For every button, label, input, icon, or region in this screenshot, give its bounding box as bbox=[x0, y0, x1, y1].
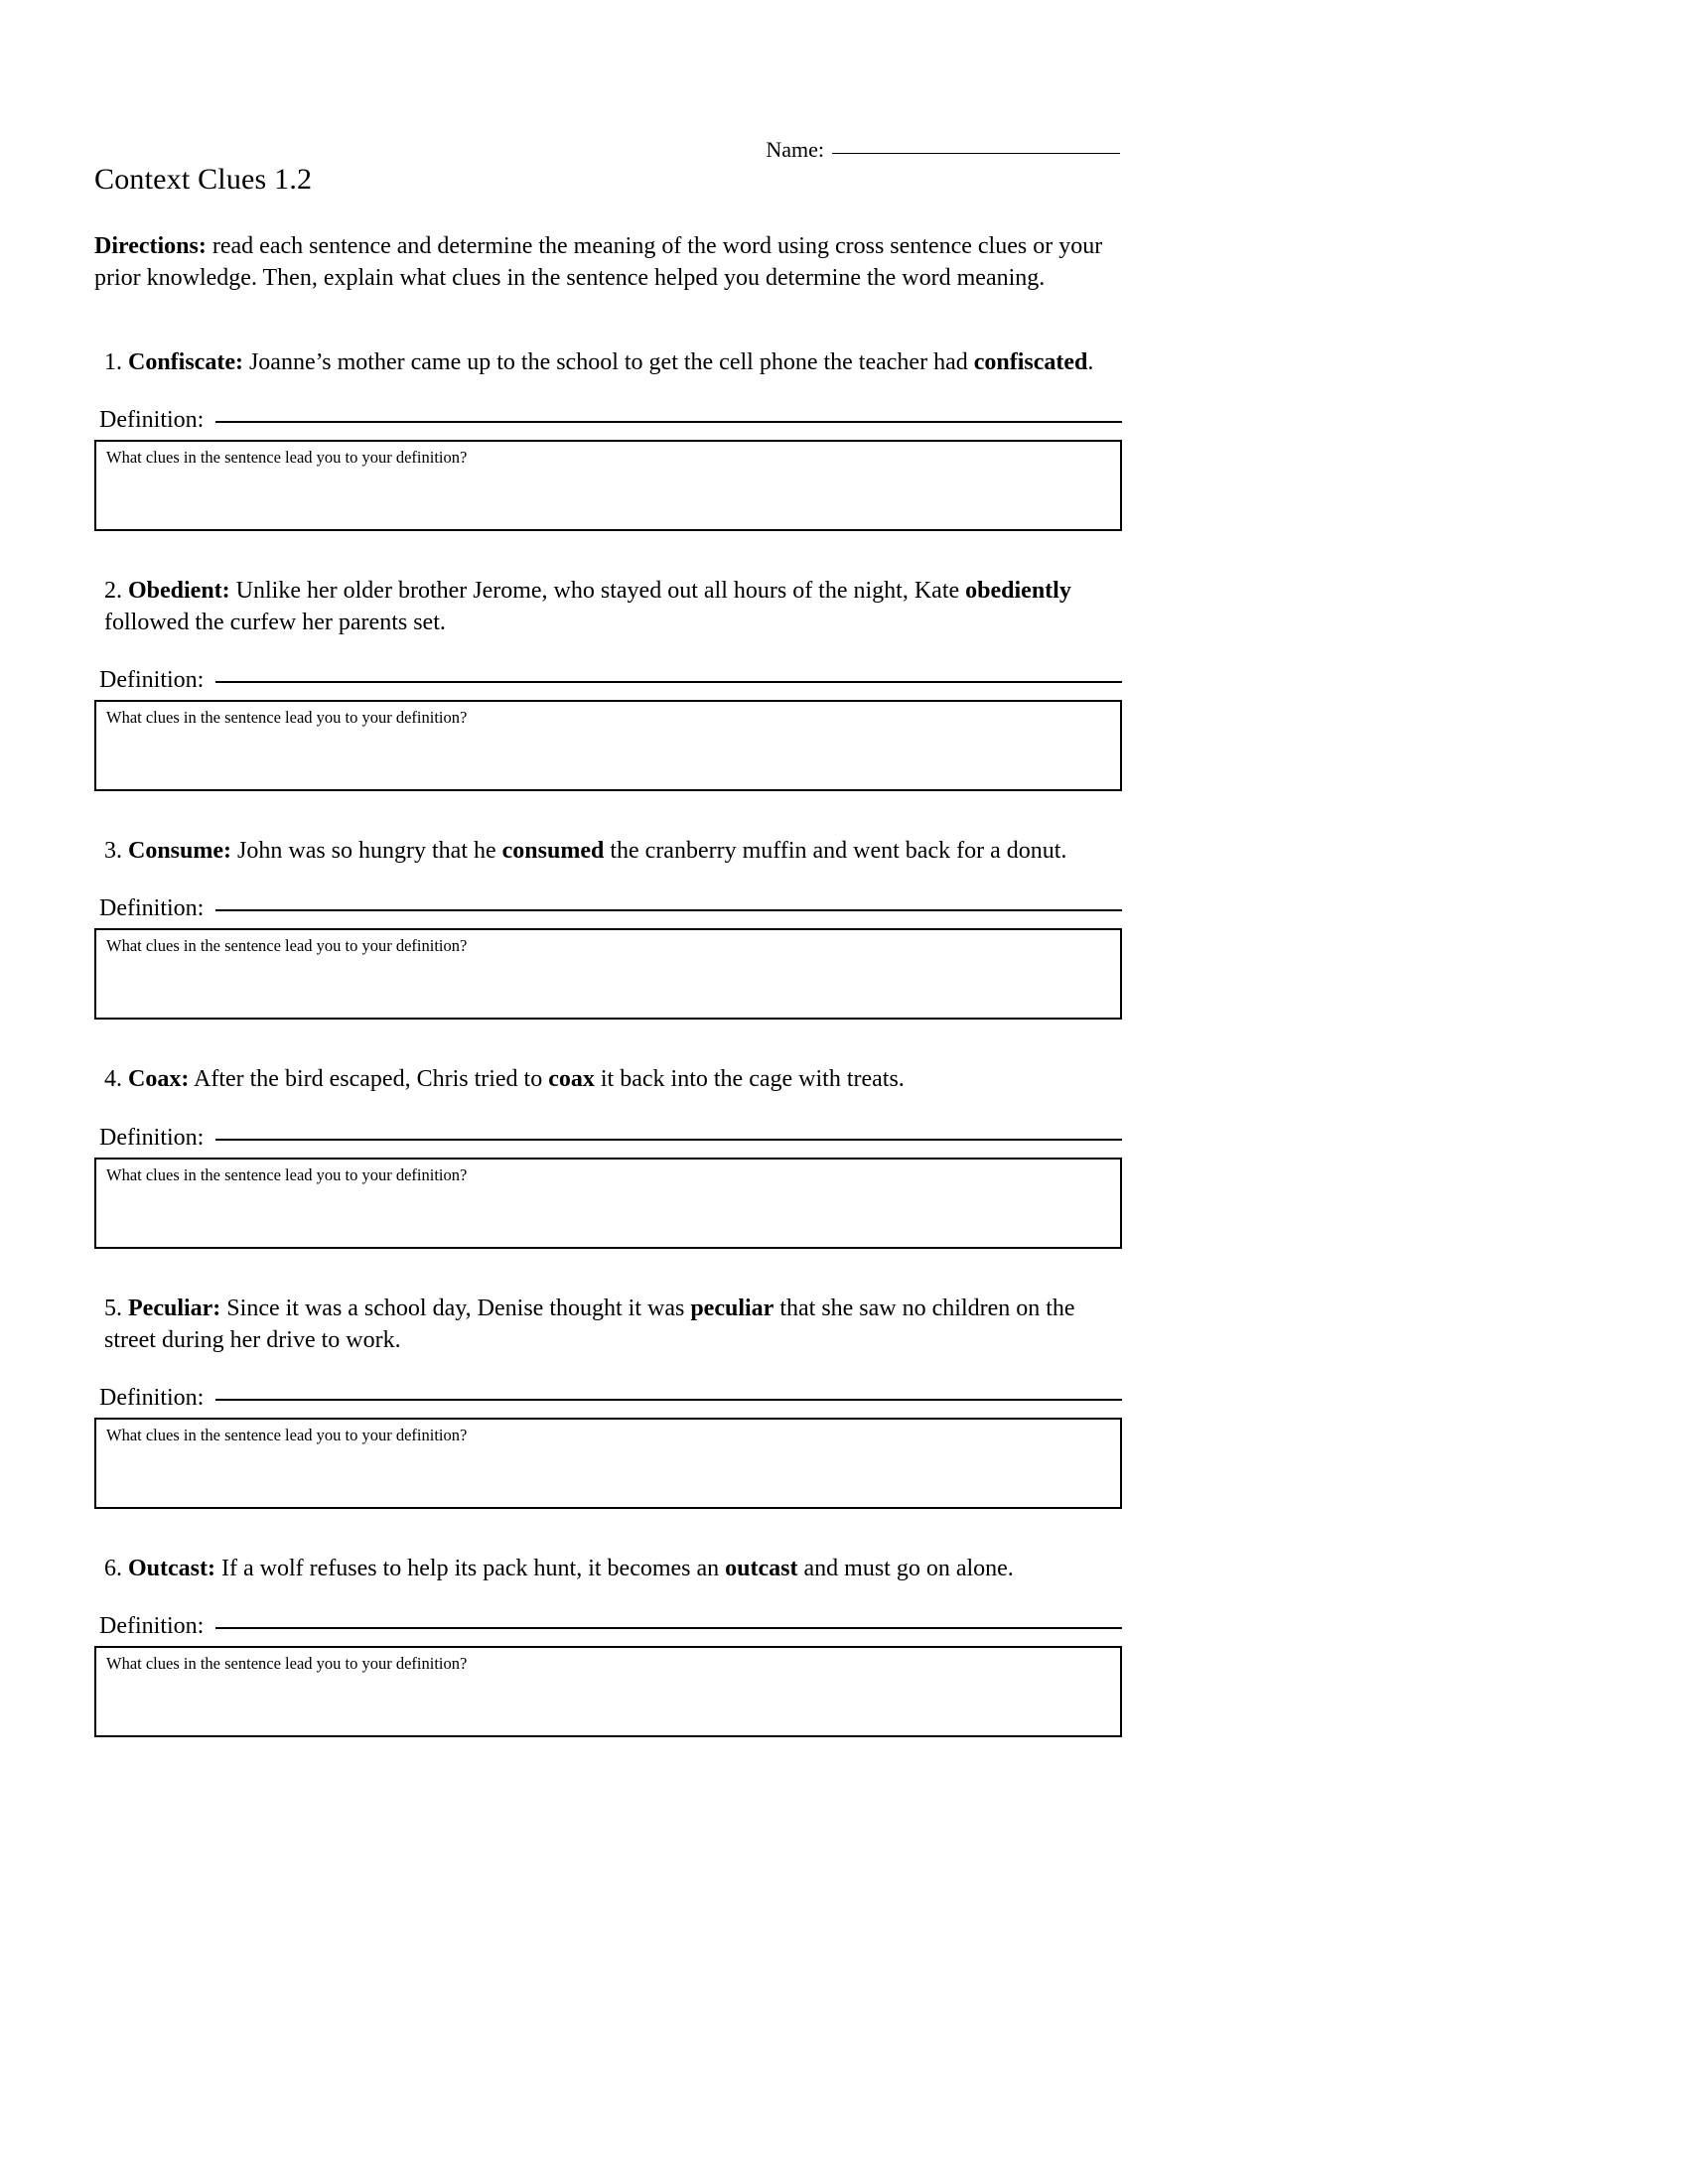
definition-row bbox=[94, 1126, 1122, 1150]
definition-label: Definition: bbox=[99, 667, 205, 694]
definition-label: Definition: bbox=[99, 895, 205, 922]
question-item bbox=[94, 835, 1122, 1020]
question-number: 4. bbox=[104, 1066, 122, 1093]
vocabulary-term: Peculiar: bbox=[128, 1295, 221, 1321]
definition-row bbox=[94, 896, 1122, 920]
name-label: Name: bbox=[766, 137, 824, 162]
question-item bbox=[94, 1293, 1122, 1509]
definition-write-line[interactable] bbox=[215, 420, 1122, 423]
sentence-text-after: and must go on alone. bbox=[797, 1555, 1014, 1581]
question-item bbox=[94, 346, 1122, 531]
question-item bbox=[94, 575, 1122, 791]
question-sentence bbox=[94, 575, 1122, 638]
target-word: outcast bbox=[725, 1555, 798, 1581]
vocabulary-term: Obedient: bbox=[128, 577, 230, 604]
question-sentence bbox=[94, 835, 1122, 867]
target-word: confiscated bbox=[973, 348, 1088, 375]
definition-write-line[interactable] bbox=[215, 1626, 1122, 1629]
question-sentence bbox=[94, 346, 1122, 378]
vocabulary-term: Consume: bbox=[128, 838, 232, 865]
sentence-text-before: Joanne’s mother came up to the school to get the cell phone the teacher had bbox=[242, 348, 974, 375]
vocabulary-term: Coax: bbox=[128, 1066, 190, 1093]
question-number: 1. bbox=[104, 348, 122, 375]
sentence-text-after: followed the curfew her parents set. bbox=[104, 610, 446, 636]
clue-answer-box[interactable] bbox=[94, 1418, 1122, 1509]
clue-prompt-label: What clues in the sentence lead you to your definition? bbox=[106, 936, 468, 956]
definition-row bbox=[94, 1614, 1122, 1638]
clue-answer-box[interactable] bbox=[94, 1158, 1122, 1249]
definition-label: Definition: bbox=[99, 406, 205, 433]
sentence-text-after: . bbox=[1087, 348, 1094, 375]
sentence-text-before: Since it was a school day, Denise thought it was bbox=[220, 1295, 691, 1321]
question-number: 2. bbox=[104, 577, 122, 604]
definition-write-line[interactable] bbox=[215, 1138, 1122, 1141]
definition-write-line[interactable] bbox=[215, 908, 1122, 911]
question-number: 3. bbox=[104, 838, 122, 865]
target-word: peculiar bbox=[690, 1295, 774, 1321]
clue-prompt-label: What clues in the sentence lead you to your definition? bbox=[106, 708, 468, 728]
vocabulary-term: Outcast: bbox=[128, 1555, 215, 1581]
directions-text: read each sentence and determine the meaning of the word using cross sentence clues or your prior knowledge. Then, explain what clues in the sentence helped you determine the word meaning. bbox=[94, 233, 1103, 291]
question-sentence bbox=[94, 1553, 1122, 1584]
definition-row bbox=[94, 668, 1122, 692]
name-field-row bbox=[94, 139, 1122, 161]
target-word: consumed bbox=[501, 838, 605, 865]
clue-answer-box[interactable] bbox=[94, 928, 1122, 1020]
page-title: Context Clues 1.2 bbox=[94, 163, 313, 196]
directions-label: Directions: bbox=[94, 233, 207, 259]
question-item bbox=[94, 1063, 1122, 1248]
question-number: 5. bbox=[104, 1295, 122, 1321]
question-sentence bbox=[94, 1063, 1122, 1095]
directions-paragraph bbox=[94, 231, 1122, 295]
question-item bbox=[94, 1553, 1122, 1737]
worksheet-content bbox=[94, 0, 1122, 1737]
sentence-text-before: John was so hungry that he bbox=[231, 838, 502, 865]
sentence-text-after: that she saw no children on the street during her drive to work. bbox=[104, 1295, 1075, 1353]
target-word: coax bbox=[548, 1066, 595, 1093]
vocabulary-term: Confiscate: bbox=[128, 348, 243, 375]
question-sentence bbox=[94, 1293, 1122, 1356]
clue-prompt-label: What clues in the sentence lead you to your definition? bbox=[106, 1164, 468, 1184]
clue-prompt-label: What clues in the sentence lead you to your definition? bbox=[106, 1654, 468, 1674]
question-number: 6. bbox=[104, 1555, 122, 1581]
clue-prompt-label: What clues in the sentence lead you to your definition? bbox=[106, 1425, 468, 1444]
definition-label: Definition: bbox=[99, 1384, 205, 1411]
clue-answer-box[interactable] bbox=[94, 440, 1122, 531]
clue-answer-box[interactable] bbox=[94, 700, 1122, 791]
target-word: obediently bbox=[965, 577, 1071, 604]
clue-prompt-label: What clues in the sentence lead you to your definition? bbox=[106, 447, 468, 467]
definition-label: Definition: bbox=[99, 1124, 205, 1151]
clue-answer-box[interactable] bbox=[94, 1646, 1122, 1737]
definition-row bbox=[94, 1386, 1122, 1410]
definition-row bbox=[94, 408, 1122, 432]
definition-label: Definition: bbox=[99, 1613, 205, 1640]
name-write-line[interactable] bbox=[832, 152, 1120, 154]
definition-write-line[interactable] bbox=[215, 1398, 1122, 1401]
sentence-text-after: the cranberry muffin and went back for a donut. bbox=[604, 838, 1067, 865]
sentence-text-after: it back into the cage with treats. bbox=[594, 1066, 905, 1093]
sentence-text-before: If a wolf refuses to help its pack hunt, it becomes an bbox=[214, 1555, 726, 1581]
sentence-text-before: After the bird escaped, Chris tried to bbox=[189, 1066, 549, 1093]
definition-write-line[interactable] bbox=[215, 680, 1122, 683]
sentence-text-before: Unlike her older brother Jerome, who stayed out all hours of the night, Kate bbox=[229, 577, 966, 604]
